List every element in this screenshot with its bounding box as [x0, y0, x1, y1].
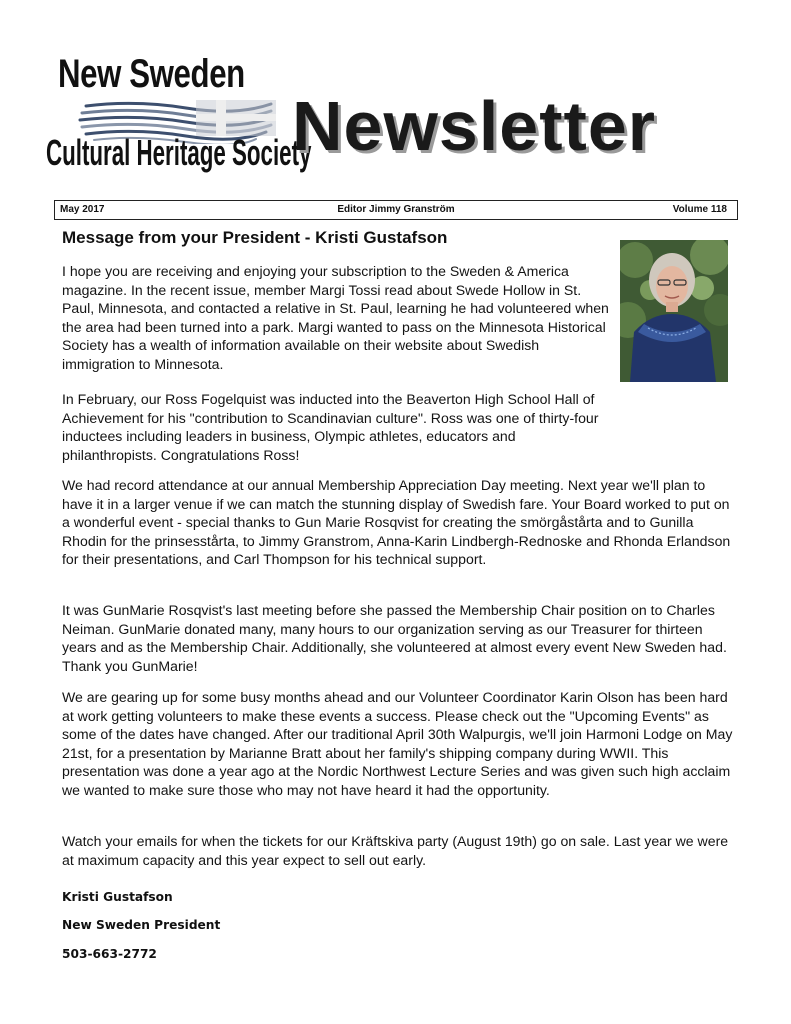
signature-phone: 503-663-2772 — [62, 947, 157, 961]
society-logo — [46, 52, 312, 202]
signature-title: New Sweden President — [62, 918, 221, 932]
article-headline: Message from your President - Kristi Gustafson — [62, 228, 448, 247]
editor-credit: Editor Jimmy Granström — [337, 204, 455, 215]
portrait-image — [620, 240, 728, 382]
article-paragraph: In February, our Ross Fogelquist was inducted into the Beaverton High School Hall of Achievement for his "contribution to Scandinavian culture". Ross was one of thirty-four inductees including leaders in business, Olympic athletes, educators and philanthropists. Congratulations Ross! — [62, 391, 599, 463]
signature-name: Kristi Gustafson — [62, 890, 173, 904]
article-paragraph: I hope you are receiving and enjoying your subscription to the Sweden & America magazine. In the recent issue, member Margi Tossi read about Swede Hollow in St. Paul, Minnesota, and contacted a relative in St. Paul, learning he had volunteered when the area had been turned into a park. Margi wanted to pass on the Minnesota Historical Society has a wealth of information available on their website about Swedish immigration to Minnesota. — [62, 263, 609, 372]
logo-text-new-sweden: New Sweden — [58, 52, 245, 96]
volume-number: Volume 118 — [672, 204, 727, 215]
article-paragraph: We are gearing up for some busy months ahead and our Volunteer Coordinator Karin Olson has been hard at work getting volunteers to make these events a success. Please check out the "Upcoming Events" as some of the dates have changed. After our traditional April 30th Walpurgis, we'll join Harmoni Lodge on May 21st, for a presentation by Marianne Bratt about her family's shipping company during WWII. This presentation was done a year ago at the Nordic Northwest Lecture Series and was given such high acclaim we wanted to make sure those who may not have heard it had the opportunity. — [62, 689, 733, 798]
issue-info-bar — [54, 200, 738, 220]
article-paragraph: It was GunMarie Rosqvist's last meeting before she passed the Membership Chair position on to Charles Neiman. GunMarie donated many, many hours to our organization serving as our Treasurer for thirteen years and as the Membership Chair. Additionally, she volunteered at almost every event New Sweden had. Thank you GunMarie! — [62, 602, 727, 674]
issue-date: May 2017 — [60, 204, 105, 215]
newsletter-title: Newsletter — [292, 87, 657, 165]
logo-text-cultural-heritage: Cultural Heritage Society — [46, 132, 312, 173]
article-paragraph: Watch your emails for when the tickets for our Kräftskiva party (August 19th) go on sale. Last year we were at maximum capacity and this year expect to sell out early. — [62, 833, 729, 868]
article-paragraph: We had record attendance at our annual Membership Appreciation Day meeting. Next year we'll plan to have it in a larger venue if we can match the stunning display of Swedish fare. Your Board worked to put on a wonderful event - special thanks to Gun Marie Rosqvist for creating the smörgåstårta and to Gunilla Rhodin for the prinsesstårta, to Jimmy Granstrom, Anna-Karin Lindbergh-Rednoske and Rhonda Erlandson for their presentations, and Carl Thompson for his technical support. — [62, 477, 731, 568]
president-photo — [620, 240, 728, 382]
